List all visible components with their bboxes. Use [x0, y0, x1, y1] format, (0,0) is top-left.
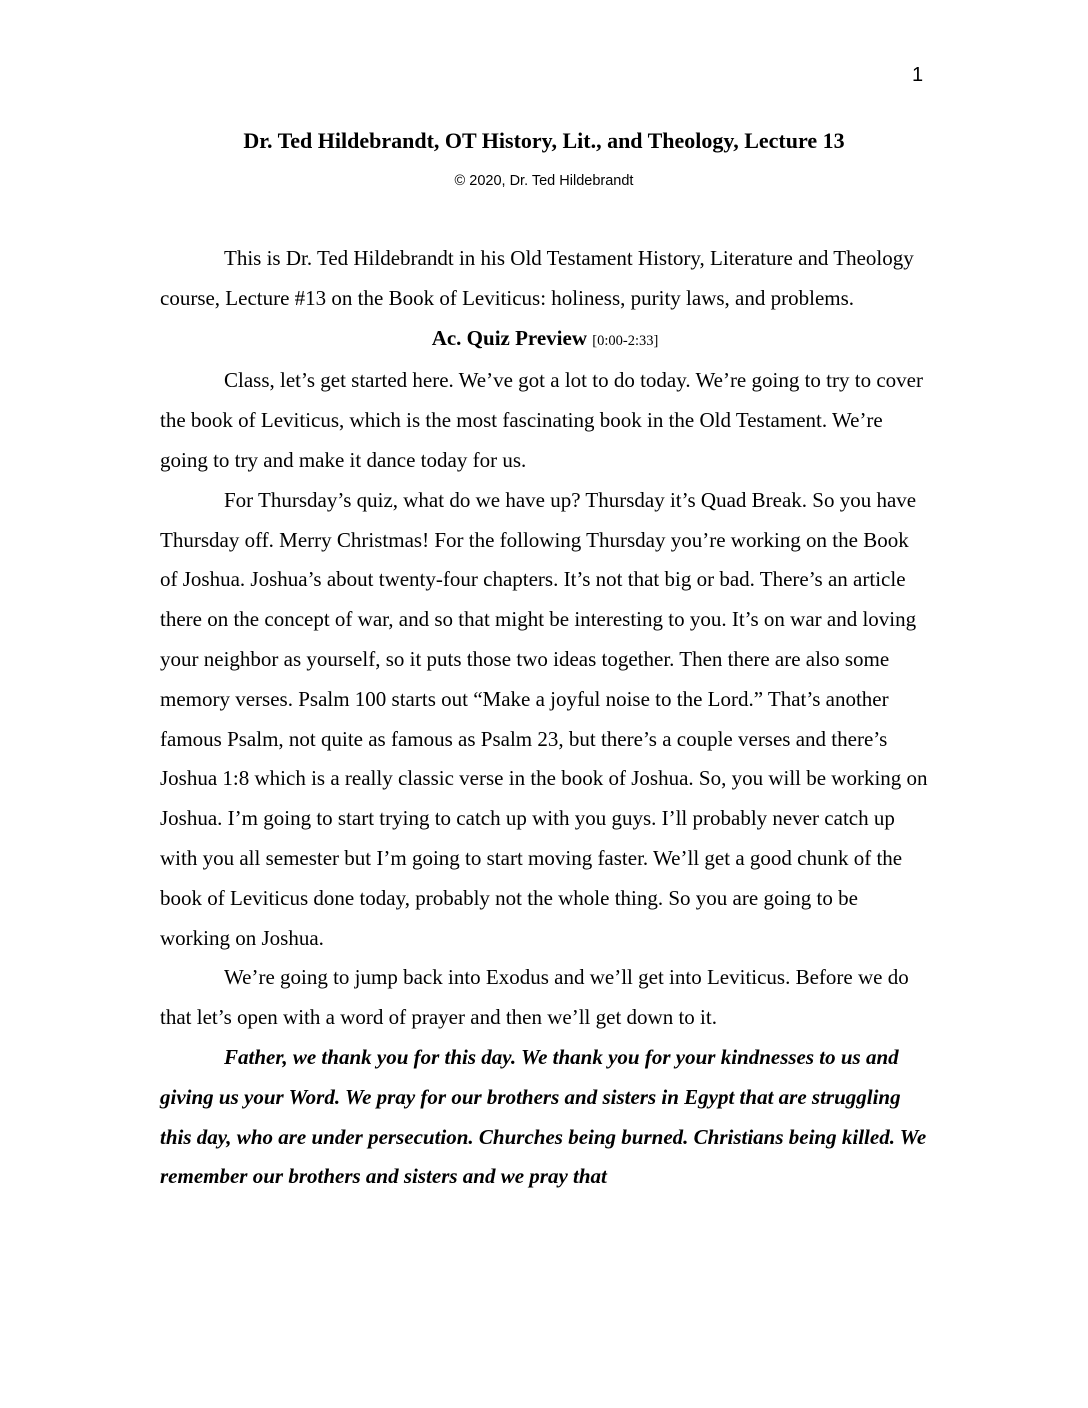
section-heading-title: Ac. Quiz Preview	[431, 325, 588, 350]
section-heading	[160, 319, 930, 362]
body-paragraph: We’re going to jump back into Exodus and we’ll get into Leviticus. Before we do that let’s open with a word of prayer and then we’ll get down to it.	[160, 965, 909, 1030]
body-paragraph: Class, let’s get started here. We’ve got a lot to do today. We’re going to try to cover the book of Leviticus, which is the most fascinating book in the Old Testament. We’re going to try and make it dance today for us.	[160, 368, 923, 472]
section-timestamp: [0:00-2:33]	[592, 332, 659, 349]
body-paragraph: For Thursday’s quiz, what do we have up? Thursday it’s Quad Break. So you have Thursday off. Merry Christmas! For the following Thursday you’re working on the Book of Joshua. Joshua’s about twenty-four chapters. It’s not that big or bad. There’s an article there on the concept of war, and so that might be interesting to you. It’s on war and loving your neighbor as yourself, so it puts those two ideas together. Then there are also some memory verses. Psalm 100 starts out “Make a joyful noise to the Lord.” That’s another famous Psalm, not quite as famous as Psalm 23, but there’s a couple verses and there’s Joshua 1:8 which is a really classic verse in the book of Joshua. So, you will be working on Joshua. I’m going to start trying to catch up with you guys. I’ll probably never catch up with you all semester but I’m going to start moving faster. We’ll get a good chunk of the book of Leviticus done today, probably not the whole thing. So you are going to be working on Joshua.	[160, 487, 928, 950]
prayer-paragraph: Father, we thank you for this day. We thank you for your kindnesses to us and giving us your Word. We pray for our brothers and sisters in Egypt that are struggling this day, who are under persecution. Churches being burned. Christians being killed. We remember our brothers and sisters and we pray that	[160, 1044, 927, 1189]
document-body	[160, 239, 930, 1197]
page-number: 1	[912, 64, 924, 86]
copyright-notice: © 2020, Dr. Ted Hildebrandt	[454, 173, 634, 189]
intro-paragraph: This is Dr. Ted Hildebrandt in his Old Testament History, Literature and Theology course, Lecture #13 on the Book of Leviticus: holiness, purity laws, and problems.	[160, 246, 914, 310]
document-title: Dr. Ted Hildebrandt, OT History, Lit., and Theology, Lecture 13	[243, 128, 845, 153]
